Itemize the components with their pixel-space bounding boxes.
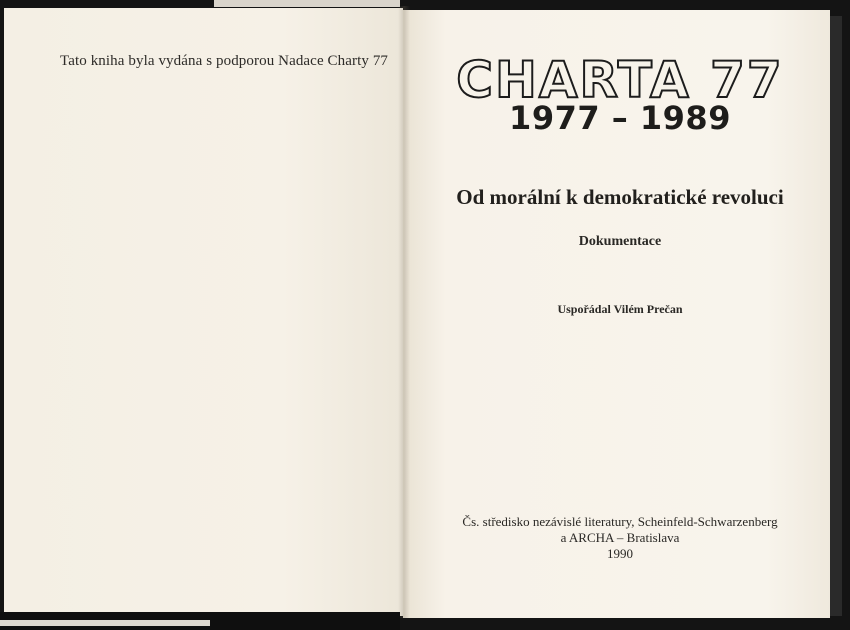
publication-year: 1990 [607,546,633,561]
document-type: Dokumentace [578,234,662,249]
book-subtitle: Od morální k demokratické revoluci [456,185,784,209]
book-title: CHARTA 77 [456,51,784,109]
left-page [4,8,403,616]
publisher-block [410,514,830,562]
title-block [410,0,830,630]
support-note: Tato kniha byla vydána s podporou Nadace Charty 77 [60,53,389,69]
publisher-line-2: a ARCHA – Bratislava [560,530,680,545]
book-cover-edge [830,16,842,616]
publisher-line-1: Čs. středisko nezávislé literatury, Scheinfeld-Schwarzenberg [462,514,778,529]
year-range: 1977 – 1989 [509,99,731,137]
binding-edge-top [214,0,400,7]
editor-credit: Uspořádal Vilém Prečan [557,302,683,316]
binding-edge-bottom-light [0,620,210,626]
book-gutter [398,6,410,618]
